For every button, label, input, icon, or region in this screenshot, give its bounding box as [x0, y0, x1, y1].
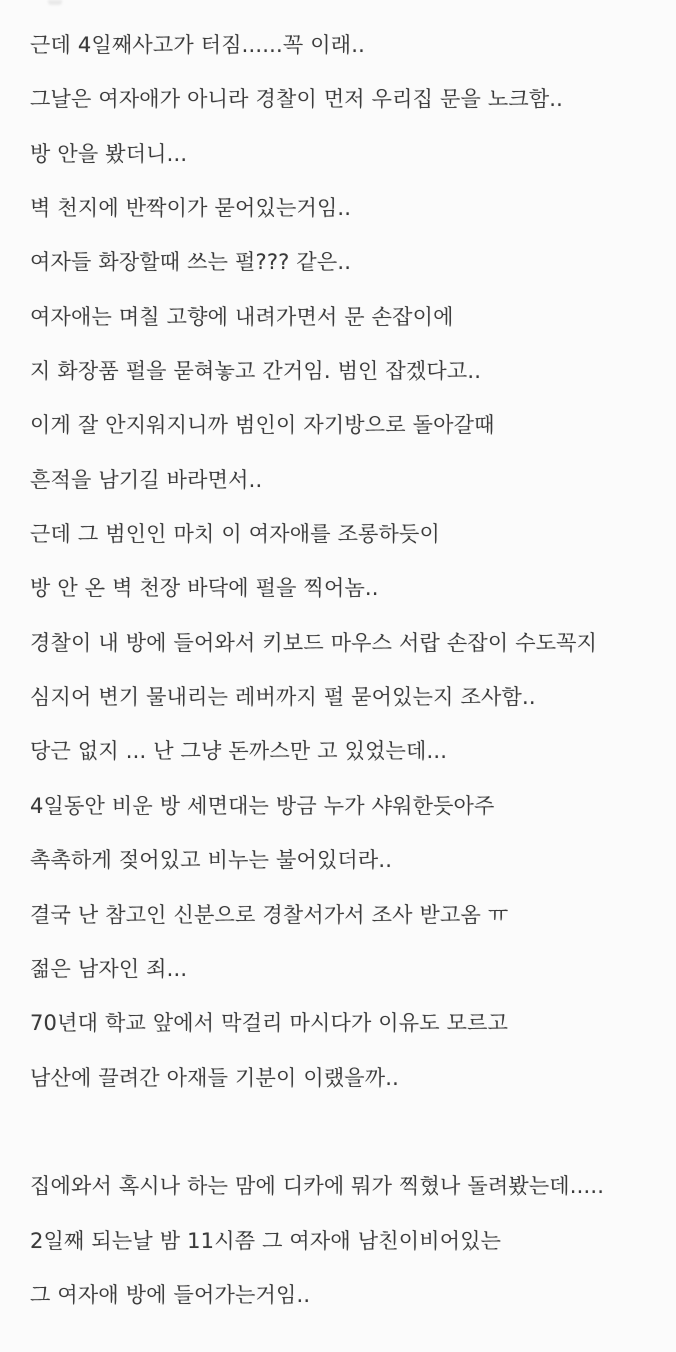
text-line: 방 안 온 벽 천장 바닥에 펄을 찍어놈.. [30, 576, 379, 601]
text-line: 근데 그 범인인 마치 이 여자애를 조롱하듯이 [30, 522, 440, 547]
text-line: 집에와서 혹시나 하는 맘에 디카에 뭐가 찍혔나 돌려봤는데..... [30, 1174, 605, 1199]
text-line: 흔적을 남기길 바라면서.. [30, 467, 263, 492]
text-line: 여자들 화장할때 쓰는 펄??? 같은.. [30, 250, 352, 275]
text-line: 경찰이 내 방에 들어와서 키보드 마우스 서랍 손잡이 수도꼭지 [30, 630, 598, 655]
text-line: 젊은 남자인 죄... [30, 956, 188, 981]
text-line: 근데 4일째사고가 터짐......꼭 이래.. [30, 33, 366, 57]
text-line: 그 여자애 방에 들어가는거임.. [30, 1282, 311, 1307]
text-line: 4일동안 비운 방 세면대는 방금 누가 샤워한듯아주 [30, 793, 495, 818]
text-line: 심지어 변기 물내리는 레버까지 펄 묻어있는지 조사함.. [30, 685, 536, 710]
post-text [30, 0, 670, 1322]
text-line: 이게 잘 안지워지니까 범인이 자기방으로 돌아갈때 [30, 413, 495, 438]
text-line: 지 화장품 펄을 묻혀놓고 간거임. 범인 잡겠다고.. [30, 359, 482, 384]
text-line: 방 안을 봤더니... [30, 141, 188, 166]
text-line: 촉촉하게 젖어있고 비누는 불어있더라.. [30, 848, 393, 873]
paragraph-gap [30, 1105, 670, 1159]
text-line: 그날은 여자애가 아니라 경찰이 먼저 우리집 문을 노크함.. [30, 87, 564, 112]
text-line: 결국 난 참고인 신분으로 경찰서가서 조사 받고옴 ㅠ [30, 902, 509, 927]
text-line: 남산에 끌려간 아재들 기분이 이랬을까.. [30, 1065, 400, 1090]
text-line: 2일째 되는날 밤 11시쯤 그 여자애 남친이비어있는 [30, 1228, 502, 1253]
text-line: 벽 천지에 반짝이가 묻어있는거임.. [30, 196, 352, 221]
text-line: 여자애는 며칠 고향에 내려가면서 문 손잡이에 [30, 304, 454, 329]
text-line: 70년대 학교 앞에서 막걸리 마시다가 이유도 모르고 [30, 1011, 509, 1036]
text-line: 당근 없지 ... 난 그냥 돈까스만 고 있었는데... [30, 739, 448, 764]
